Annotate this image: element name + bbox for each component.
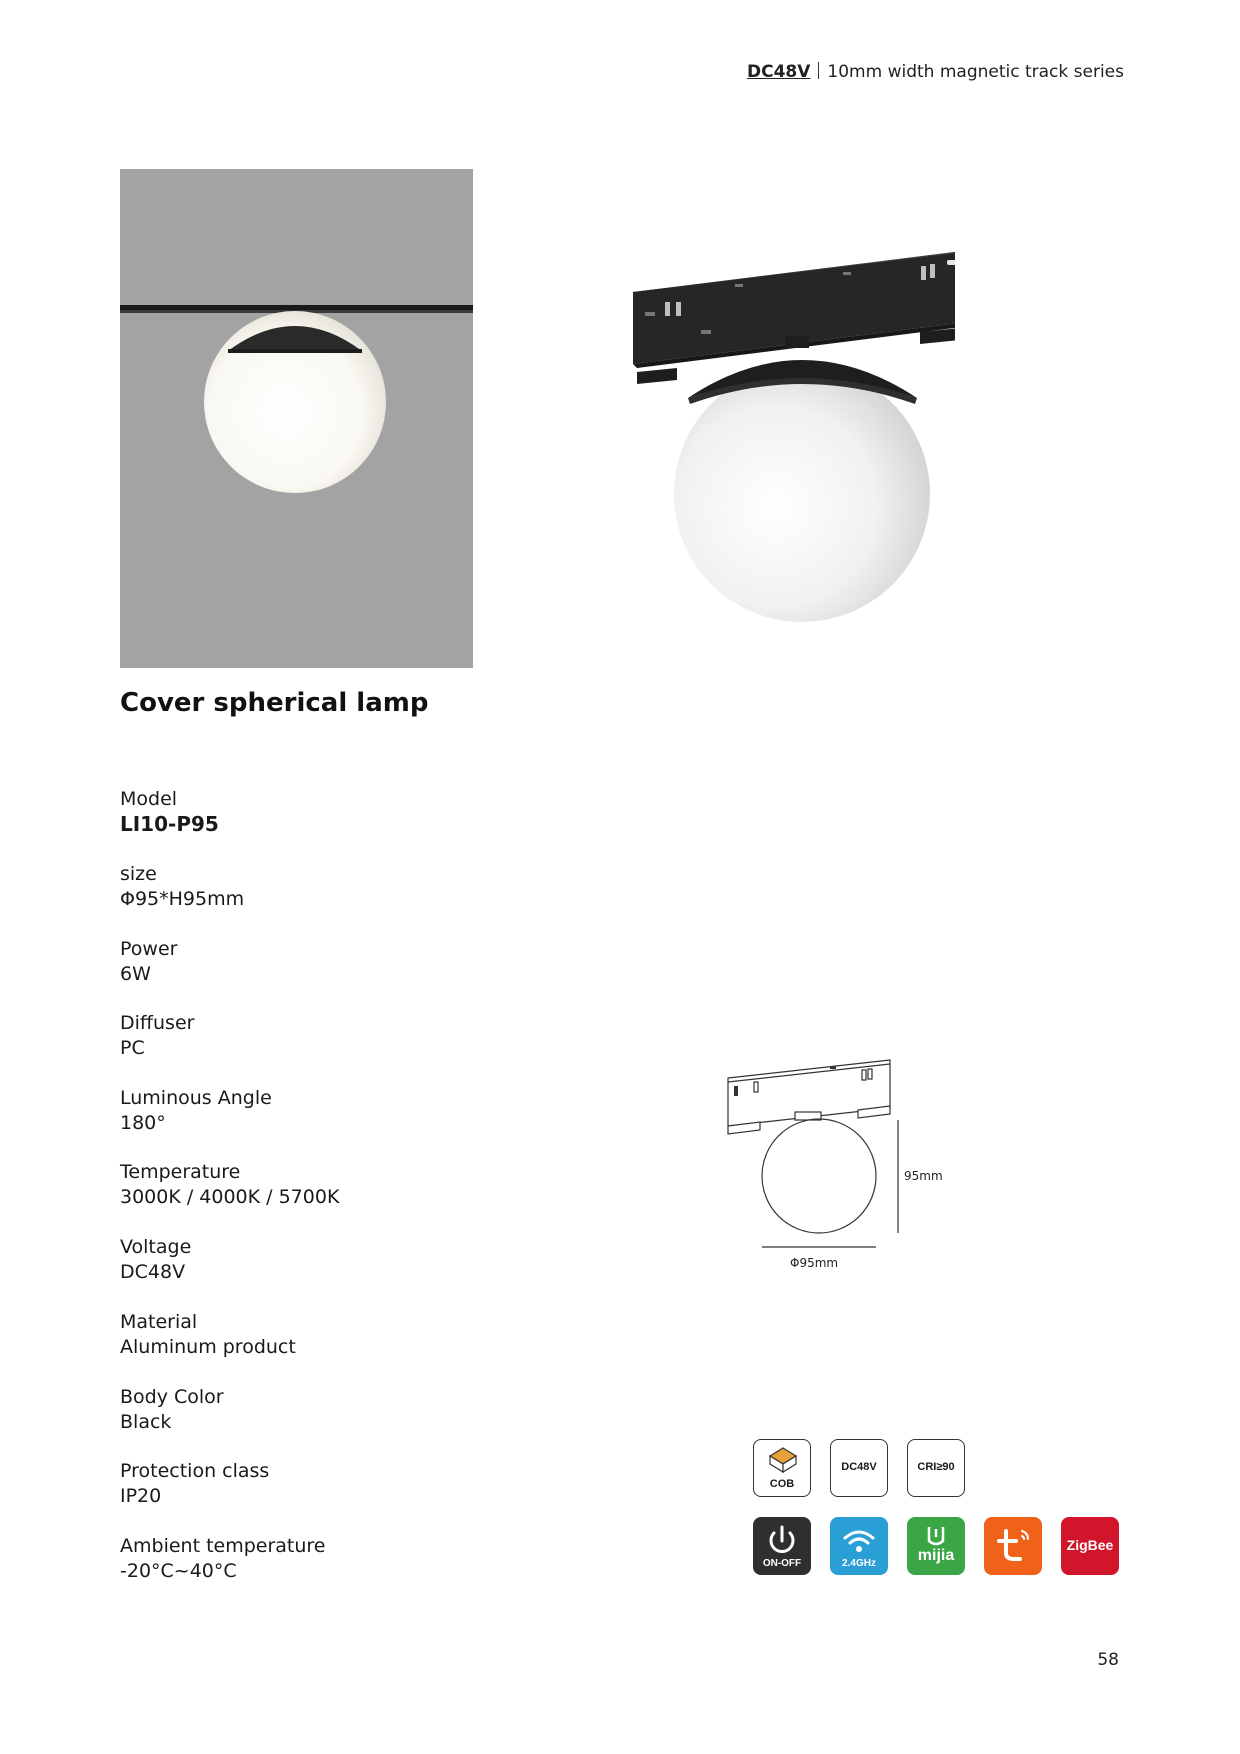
spec-body-color (120, 1385, 224, 1435)
tuya-badge (984, 1517, 1042, 1575)
header-divider (818, 62, 819, 79)
mijia-badge (907, 1517, 965, 1575)
spec-label: Protection class (120, 1460, 270, 1482)
cri-label: CRI≥90 (917, 1461, 955, 1473)
on-off-badge (753, 1517, 811, 1575)
dimension-width-label: Φ95mm (790, 1256, 839, 1270)
cri-badge (907, 1439, 965, 1497)
spec-ambient-temperature (120, 1534, 326, 1584)
spec-size (120, 862, 244, 912)
spec-temperature (120, 1160, 339, 1210)
spec-label: Luminous Angle (120, 1087, 272, 1109)
dc48v-badge (830, 1439, 888, 1497)
spec-value: 6W (120, 963, 151, 985)
spec-model (120, 787, 219, 837)
spec-value: 3000K / 4000K / 5700K (120, 1186, 340, 1208)
spec-value: LI10-P95 (120, 812, 219, 836)
spec-voltage (120, 1235, 191, 1285)
spec-value: 180° (120, 1112, 166, 1134)
spec-label: Ambient temperature (120, 1535, 326, 1557)
dc48v-label: DC48V (841, 1461, 877, 1473)
spec-power (120, 937, 177, 987)
mijia-label: mijia (917, 1547, 955, 1564)
spec-label: Material (120, 1311, 198, 1333)
spec-value: Φ95*H95mm (120, 888, 245, 910)
spec-luminous-angle (120, 1086, 272, 1136)
spec-value: IP20 (120, 1485, 162, 1507)
on-off-label: ON-OFF (762, 1558, 802, 1569)
dimension-drawing (720, 1050, 960, 1280)
header-series: 10mm width magnetic track series (827, 62, 1124, 82)
spec-diffuser (120, 1011, 194, 1061)
spec-label: Voltage (120, 1236, 192, 1258)
spec-protection-class (120, 1459, 269, 1509)
product-title: Cover spherical lamp (120, 688, 429, 718)
mijia-logo-icon (907, 1523, 965, 1549)
scene-image (120, 169, 473, 668)
power-icon (753, 1521, 811, 1561)
header-voltage: DC48V (747, 62, 811, 82)
wifi-label: 2.4GHz (842, 1558, 876, 1569)
spec-label: Body Color (120, 1386, 224, 1408)
page-number: 58 (1097, 1650, 1119, 1670)
spec-material (120, 1310, 296, 1360)
spec-value: Black (120, 1411, 172, 1433)
spec-label: size (120, 863, 157, 885)
spec-value: DC48V (120, 1261, 186, 1283)
spec-label: Model (120, 788, 178, 810)
dimension-height-label: 95mm (904, 1169, 943, 1183)
cob-label: COB (769, 1478, 795, 1490)
spec-value: -20°C~40°C (120, 1560, 237, 1582)
cob-badge (753, 1439, 811, 1497)
product-render (625, 240, 955, 640)
zigbee-label: ZigBee (1066, 1537, 1114, 1553)
wifi-badge (830, 1517, 888, 1575)
page-header (747, 62, 1124, 82)
spec-label: Power (120, 938, 178, 960)
tuya-logo-icon (984, 1517, 1042, 1575)
spec-value: Aluminum product (120, 1336, 296, 1358)
wifi-icon (830, 1521, 888, 1561)
spec-label: Temperature (120, 1161, 241, 1183)
zigbee-badge (1061, 1517, 1119, 1575)
spec-value: PC (120, 1037, 145, 1059)
spec-label: Diffuser (120, 1012, 195, 1034)
